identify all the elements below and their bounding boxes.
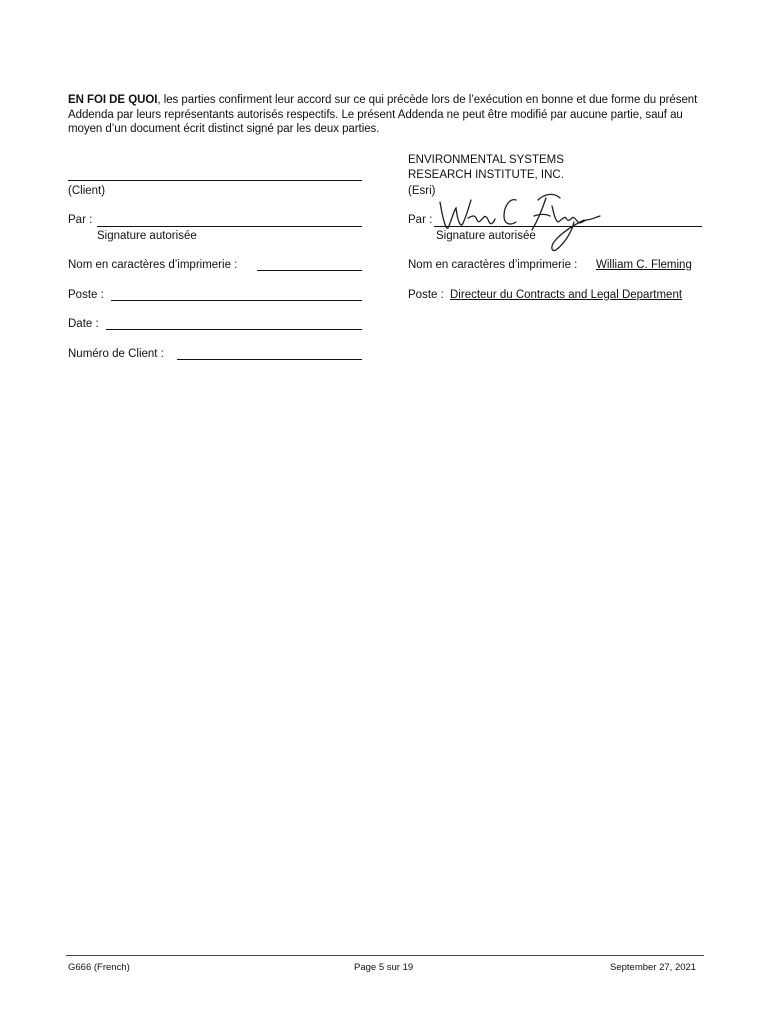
footer-page-number: Page 5 sur 19 [354, 962, 414, 973]
esri-signature-caption: Signature autorisée [436, 230, 536, 242]
esri-printed-name-value: William C. Fleming [596, 259, 692, 271]
client-signature-line[interactable] [97, 226, 362, 227]
client-by-label: Par : [68, 214, 93, 226]
esri-title-label: Poste : [408, 289, 444, 301]
client-number-label: Numéro de Client : [68, 348, 164, 360]
client-name-line[interactable] [68, 180, 362, 181]
esri-company-line2: RESEARCH INSTITUTE, INC. [408, 169, 564, 181]
esri-party-label: (Esri) [408, 185, 436, 197]
handwritten-signature [434, 186, 614, 256]
esri-signature-line [434, 226, 702, 227]
intro-paragraph [68, 93, 704, 137]
intro-bold-lead: EN FOI DE QUOI [68, 94, 158, 106]
client-printed-name-label: Nom en caractères d’imprimerie : [68, 259, 238, 271]
client-signature-caption: Signature autorisée [97, 230, 197, 242]
esri-by-label: Par : [408, 214, 433, 226]
client-date-line[interactable] [106, 329, 362, 330]
client-title-label: Poste : [68, 289, 104, 301]
client-party-label: (Client) [68, 185, 106, 197]
esri-title-value: Directeur du Contracts and Legal Department [450, 289, 683, 301]
intro-body: , les parties confirment leur accord sur ce qui précède lors de l’exécution en bonne et due forme du présent Addenda par leurs représentants autorisés respectifs. Le présent Addenda ne peut être modifié par aucune partie, sauf au moyen d’un document écrit distinct signé par les deux parties. [68, 94, 698, 136]
esri-printed-name-label: Nom en caractères d’imprimerie : [408, 259, 578, 271]
footer-date: September 27, 2021 [610, 962, 697, 973]
esri-company-line1: ENVIRONMENTAL SYSTEMS [408, 154, 564, 166]
client-number-line[interactable] [177, 359, 362, 360]
client-printed-name-line[interactable] [257, 270, 362, 271]
client-title-line[interactable] [111, 300, 362, 301]
footer-form-id: G666 (French) [68, 962, 130, 973]
footer-divider [66, 955, 704, 956]
client-date-label: Date : [68, 318, 99, 330]
